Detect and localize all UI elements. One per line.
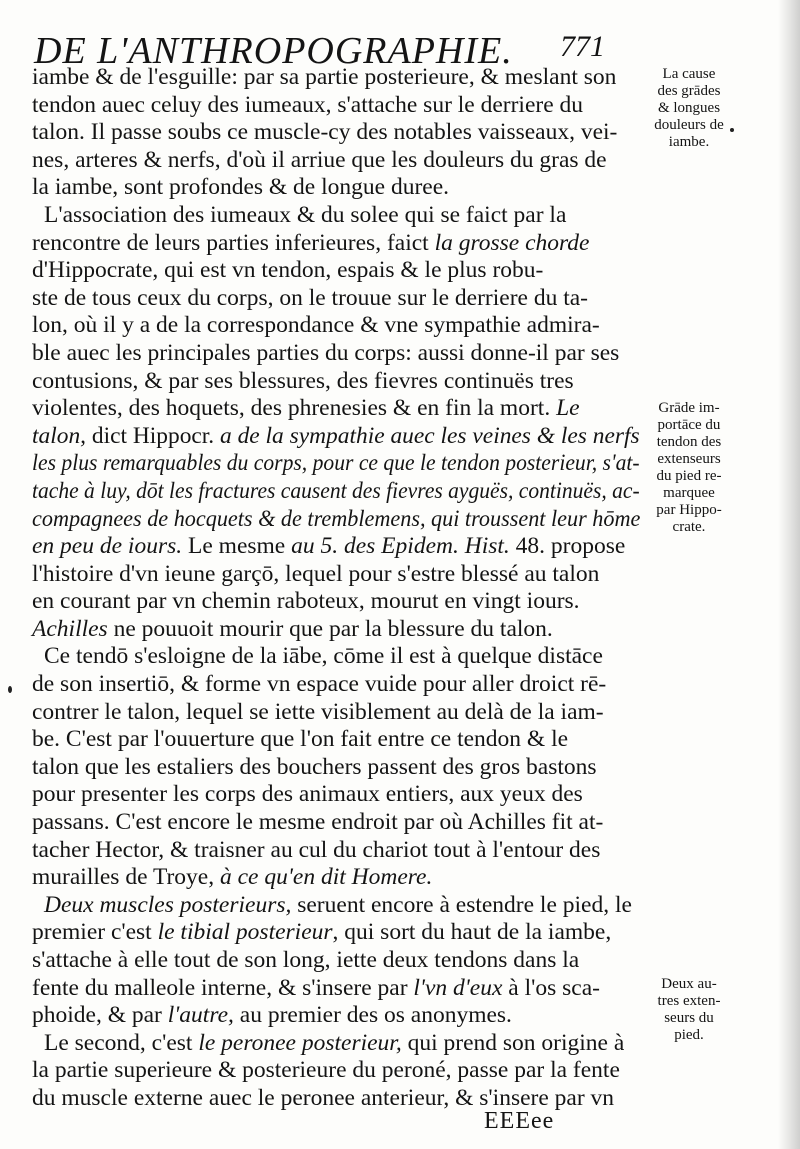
ink-speck [8, 686, 12, 693]
text-line [32, 837, 640, 865]
roman-text: contusions, & par ses blessures, des fievres continuës tres [32, 367, 574, 394]
roman-text: ble auec les principales parties du corps: aussi donne-il par ses [32, 339, 620, 366]
roman-text: en courant par vn chemin raboteux, mourut en vingt iours. [32, 588, 580, 615]
text-line [32, 754, 640, 782]
text-line [32, 1057, 640, 1085]
roman-text: d'Hippocrate, qui est vn tendon, espais & le plus robu- [32, 257, 544, 284]
italic-text: la grosse chorde [434, 229, 590, 256]
text-line [32, 505, 641, 534]
body-text [32, 64, 640, 1113]
roman-text: nes, arteres & nerfs, d'où il arriue que les douleurs du gras de [32, 146, 607, 173]
margin-note-line: Deux au- [661, 976, 717, 992]
margin-note-1 [634, 66, 744, 151]
text-line [32, 643, 640, 671]
roman-text: premier c'est [32, 919, 158, 946]
text-line [32, 726, 640, 754]
roman-text: au premier des os anonymes. [233, 1002, 512, 1029]
text-line [32, 892, 640, 920]
italic-text: a de la sympathie auec les veines & les nerfs [220, 422, 640, 449]
roman-text: rencontre de leurs parties inferieures, faict [32, 229, 435, 256]
roman-text: lon, où il y a de la correspondance & vne sympathie admira- [32, 312, 600, 339]
roman-text: la iambe, sont profondes & de longue duree. [32, 174, 450, 201]
ink-speck [730, 128, 734, 132]
text-line [32, 864, 640, 892]
margin-note-line: crate. [672, 519, 706, 535]
roman-text: passans. C'est encore le mesme endroit par où Achilles fit at- [32, 809, 604, 836]
text-line [32, 809, 640, 837]
text-line [32, 202, 640, 230]
page-edge-shadow [778, 0, 800, 1149]
text-line [32, 312, 640, 340]
roman-text: ne pouuoit mourir que par la blessure du talon. [107, 615, 553, 642]
italic-text: talon, [32, 422, 87, 449]
roman-text: fente du malleole interne, & s'insere par [32, 974, 414, 1001]
margin-note-line: & longues [657, 100, 721, 116]
roman-text: qui prend son origine à [401, 1029, 625, 1056]
italic-text: les plus remarquables du corps, pour ce que le tendon posterieur, s'at- [32, 450, 640, 477]
roman-text: talon que les estaliers des bouchers passent des gros bastons [32, 753, 597, 780]
italic-text: le peronee posterieur, [198, 1029, 402, 1056]
margin-note-line: Grāde im- [658, 400, 720, 416]
roman-text: phoide, & par [32, 1002, 168, 1029]
roman-text: Le second, c'est [44, 1029, 199, 1056]
roman-text: à l'os sca- [502, 974, 600, 1001]
page-title: DE L'ANTHROPOGRAPHIE. [34, 30, 513, 72]
text-line [32, 147, 640, 175]
margin-note-line: La cause [662, 66, 716, 82]
text-line [32, 1002, 640, 1030]
text-line [32, 616, 640, 644]
margin-note-line: tendon des [656, 434, 722, 450]
margin-note-line: portāce du [657, 417, 721, 433]
margin-note-line: du pied re- [656, 468, 722, 484]
roman-text: tacher Hector, & traisner au cul du chariot tout à l'entour des [32, 836, 601, 863]
margin-note-line: marquee [663, 485, 715, 501]
text-line [32, 285, 640, 313]
text-line [32, 919, 640, 947]
italic-text: le tibial posterieur [157, 919, 333, 946]
text-line [32, 699, 640, 727]
text-line [32, 395, 640, 423]
text-line [32, 257, 640, 285]
margin-note-line: iambe. [668, 134, 710, 150]
roman-text: l'histoire d'vn ieune garçō, lequel pour s'estre blessé au talon [32, 560, 600, 587]
text-line [32, 588, 640, 616]
text-line [32, 64, 640, 92]
roman-text: be. C'est par l'ouuerture que l'on fait entre ce tendon & le [32, 726, 569, 753]
margin-note-2 [634, 400, 744, 536]
italic-text: l'autre, [167, 1002, 234, 1029]
roman-text: seruent encore à estendre le pied, le [291, 891, 632, 918]
text-line [32, 947, 640, 975]
italic-text: Achilles [32, 615, 108, 642]
text-line [32, 119, 640, 147]
text-line [32, 561, 640, 589]
margin-note-line: pied. [674, 1027, 704, 1043]
roman-text: violentes, des hoquets, des phrenesies & en fin la mort. [32, 395, 557, 422]
roman-text: s'attache à elle tout de son long, iette deux tendons dans la [32, 947, 580, 973]
margin-note-line: tres exten- [657, 993, 721, 1009]
roman-text: 48. propose [509, 533, 626, 560]
roman-text: dict Hippocr. [86, 422, 221, 449]
text-line [32, 423, 638, 451]
text-line [32, 450, 640, 478]
roman-text: contrer le talon, lequel se iette visiblement au delà de la iam- [32, 698, 604, 725]
text-line [32, 781, 640, 809]
italic-text: compagnees de hocquets & de tremblemens, qui troussent leur hōme [32, 505, 641, 532]
roman-text: tendon auec celuy des iumeaux, s'attache sur le derriere du [32, 91, 584, 118]
roman-text: L'association des iumeaux & du solee qui se faict par la [44, 201, 567, 228]
roman-text: la partie superieure & posterieure du peroné, passe par la fente [32, 1057, 620, 1084]
text-line [32, 671, 640, 699]
roman-text: de son insertiō, & forme vn espace vuide pour aller droict rē- [32, 671, 607, 698]
italic-text: tache à luy, dōt les fractures causent des fievres ayguës, continuës, ac- [32, 477, 640, 504]
roman-text: murailles de Troye, [32, 864, 220, 891]
text-line [32, 340, 640, 368]
text-line [32, 1030, 640, 1058]
margin-note-line: par Hippo- [656, 502, 722, 518]
italic-text: au 5. des Epidem. Hist. [291, 533, 510, 560]
margin-note-line: extenseurs [657, 451, 721, 467]
roman-text: du muscle externe auec le peronee anterieur, & s'insere par vn [32, 1084, 615, 1111]
italic-text: l'vn d'eux [413, 974, 503, 1001]
italic-text: Deux muscles posterieurs, [44, 891, 292, 918]
text-line [32, 92, 640, 120]
text-line [32, 477, 640, 506]
roman-text: iambe & de l'esguille: par sa partie posterieure, & meslant son [32, 64, 617, 90]
roman-text: Ce tendō s'esloigne de la iābe, cōme il est à quelque distāce [44, 643, 603, 670]
text-line [32, 533, 640, 561]
margin-note-line: douleurs de [654, 117, 724, 133]
italic-text: en peu de iours. [32, 533, 183, 560]
roman-text: pour presenter les corps des animaux entiers, aux yeux des [32, 781, 583, 808]
page-number: 771 [560, 30, 605, 63]
text-line [32, 174, 640, 202]
margin-note-line: seurs du [664, 1010, 714, 1026]
italic-text: Le [556, 395, 580, 422]
signature-mark: EEEee [484, 1108, 555, 1134]
margin-note-3 [634, 976, 744, 1044]
roman-text: Le mesme [182, 533, 292, 560]
italic-text: à ce qu'en dit Homere. [220, 864, 433, 891]
text-line [32, 230, 640, 258]
text-line [32, 975, 640, 1003]
text-line [32, 368, 640, 396]
margin-note-line: des grādes [657, 83, 721, 99]
roman-text: talon. Il passe soubs ce muscle-cy des notables vaisseaux, vei- [32, 119, 618, 146]
roman-text: , qui sort du haut de la iambe, [332, 919, 612, 946]
roman-text: ste de tous ceux du corps, on le trouue sur le derriere du ta- [32, 284, 588, 311]
